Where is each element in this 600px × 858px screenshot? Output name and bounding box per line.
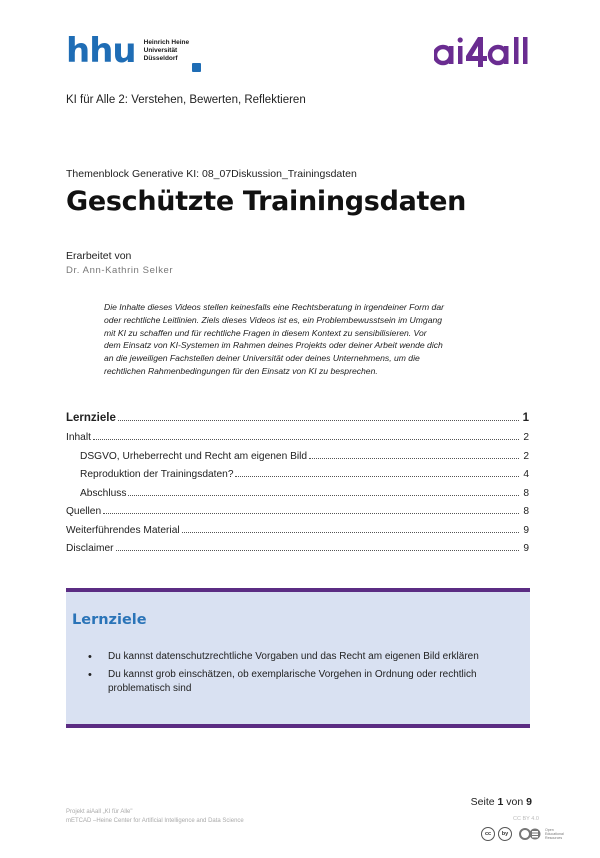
table-of-contents xyxy=(66,412,529,562)
toc-entry-reproduktion[interactable]: Reproduktion der Trainingsdaten? 4 xyxy=(80,469,529,480)
author-name: Dr. Ann-Kathrin Selker xyxy=(66,265,174,276)
erarbeitet-label: Erarbeitet von xyxy=(66,250,132,262)
toc-entry-lernziele[interactable]: Lernziele 1 xyxy=(66,412,529,424)
toc-entry-dsgvo[interactable]: DSGVO, Urheberrecht und Recht am eigenen Bild 2 xyxy=(80,450,529,462)
toc-entry-inhalt[interactable]: Inhalt 2 xyxy=(66,432,529,443)
hhu-logo xyxy=(66,31,190,71)
toc-entry-weiterfuehrendes-material[interactable]: Weiterführendes Material 9 xyxy=(66,524,529,536)
themenblock-label: Themenblock Generative KI: 08_07Diskussion_Trainingsdaten xyxy=(66,168,357,180)
hhu-wordmark: hhu xyxy=(66,31,136,71)
hhu-logo-square xyxy=(192,63,201,72)
by-attribution-icon: by xyxy=(498,827,512,841)
toc-entry-quellen[interactable]: Quellen 8 xyxy=(66,506,529,517)
list-item: • Du kannst datenschutzrechtliche Vorgaben und das Recht am eigenen Bild erklären xyxy=(88,650,498,665)
license-icons xyxy=(481,827,564,841)
document-title: Geschützte Trainingsdaten xyxy=(66,186,467,217)
lernziele-box xyxy=(66,588,530,728)
ai4all-logo xyxy=(434,34,542,70)
toc-entry-disclaimer[interactable]: Disclaimer 9 xyxy=(66,543,529,554)
footer-project-info: Projekt aiAall „KI für Alle" mETCAD –Heine Center for Artificial Intelligence and Data Science xyxy=(66,809,244,824)
hhu-university-name: Heinrich Heine Universität Düsseldorf xyxy=(143,39,190,62)
license-version: CC BY 4.0 xyxy=(513,816,539,822)
list-item: • Du kannst grob einschätzen, ob exemplarische Vorgehen in Ordnung oder rechtlich problematisch sind xyxy=(88,668,498,697)
oer-icon xyxy=(519,827,543,841)
cc-icon: cc xyxy=(481,827,495,841)
lernziele-heading: Lernziele xyxy=(72,612,147,628)
course-title: KI für Alle 2: Verstehen, Bewerten, Reflektieren xyxy=(66,94,306,106)
oer-logo: Open Educational Resources xyxy=(519,827,564,841)
legal-disclaimer: Die Inhalte dieses Videos stellen keinesfalls eine Rechtsberatung in irgendeiner Form dar oder rechtliche Leitlinien. Ziels dieses Videos ist es, ein Problembewusstsein im Umgang mit KI zu schaffen und für rechtliche Fragen in diesem Kontext zu sensibilisieren. Vor dem Einsatz von KI-Systemen im Rahmen deines Projekts oder deiner Arbeit wende dich an die jeweiligen Fachstellen deiner Universität oder deines Unternehmens, um die rechtlichen Rahmenbedingungen für den Einsatz von KI zu besprechen. xyxy=(104,302,444,376)
page-number: Seite 1 von 9 xyxy=(470,796,532,808)
lernziele-list xyxy=(88,650,498,700)
toc-entry-abschluss[interactable]: Abschluss 8 xyxy=(80,487,529,499)
